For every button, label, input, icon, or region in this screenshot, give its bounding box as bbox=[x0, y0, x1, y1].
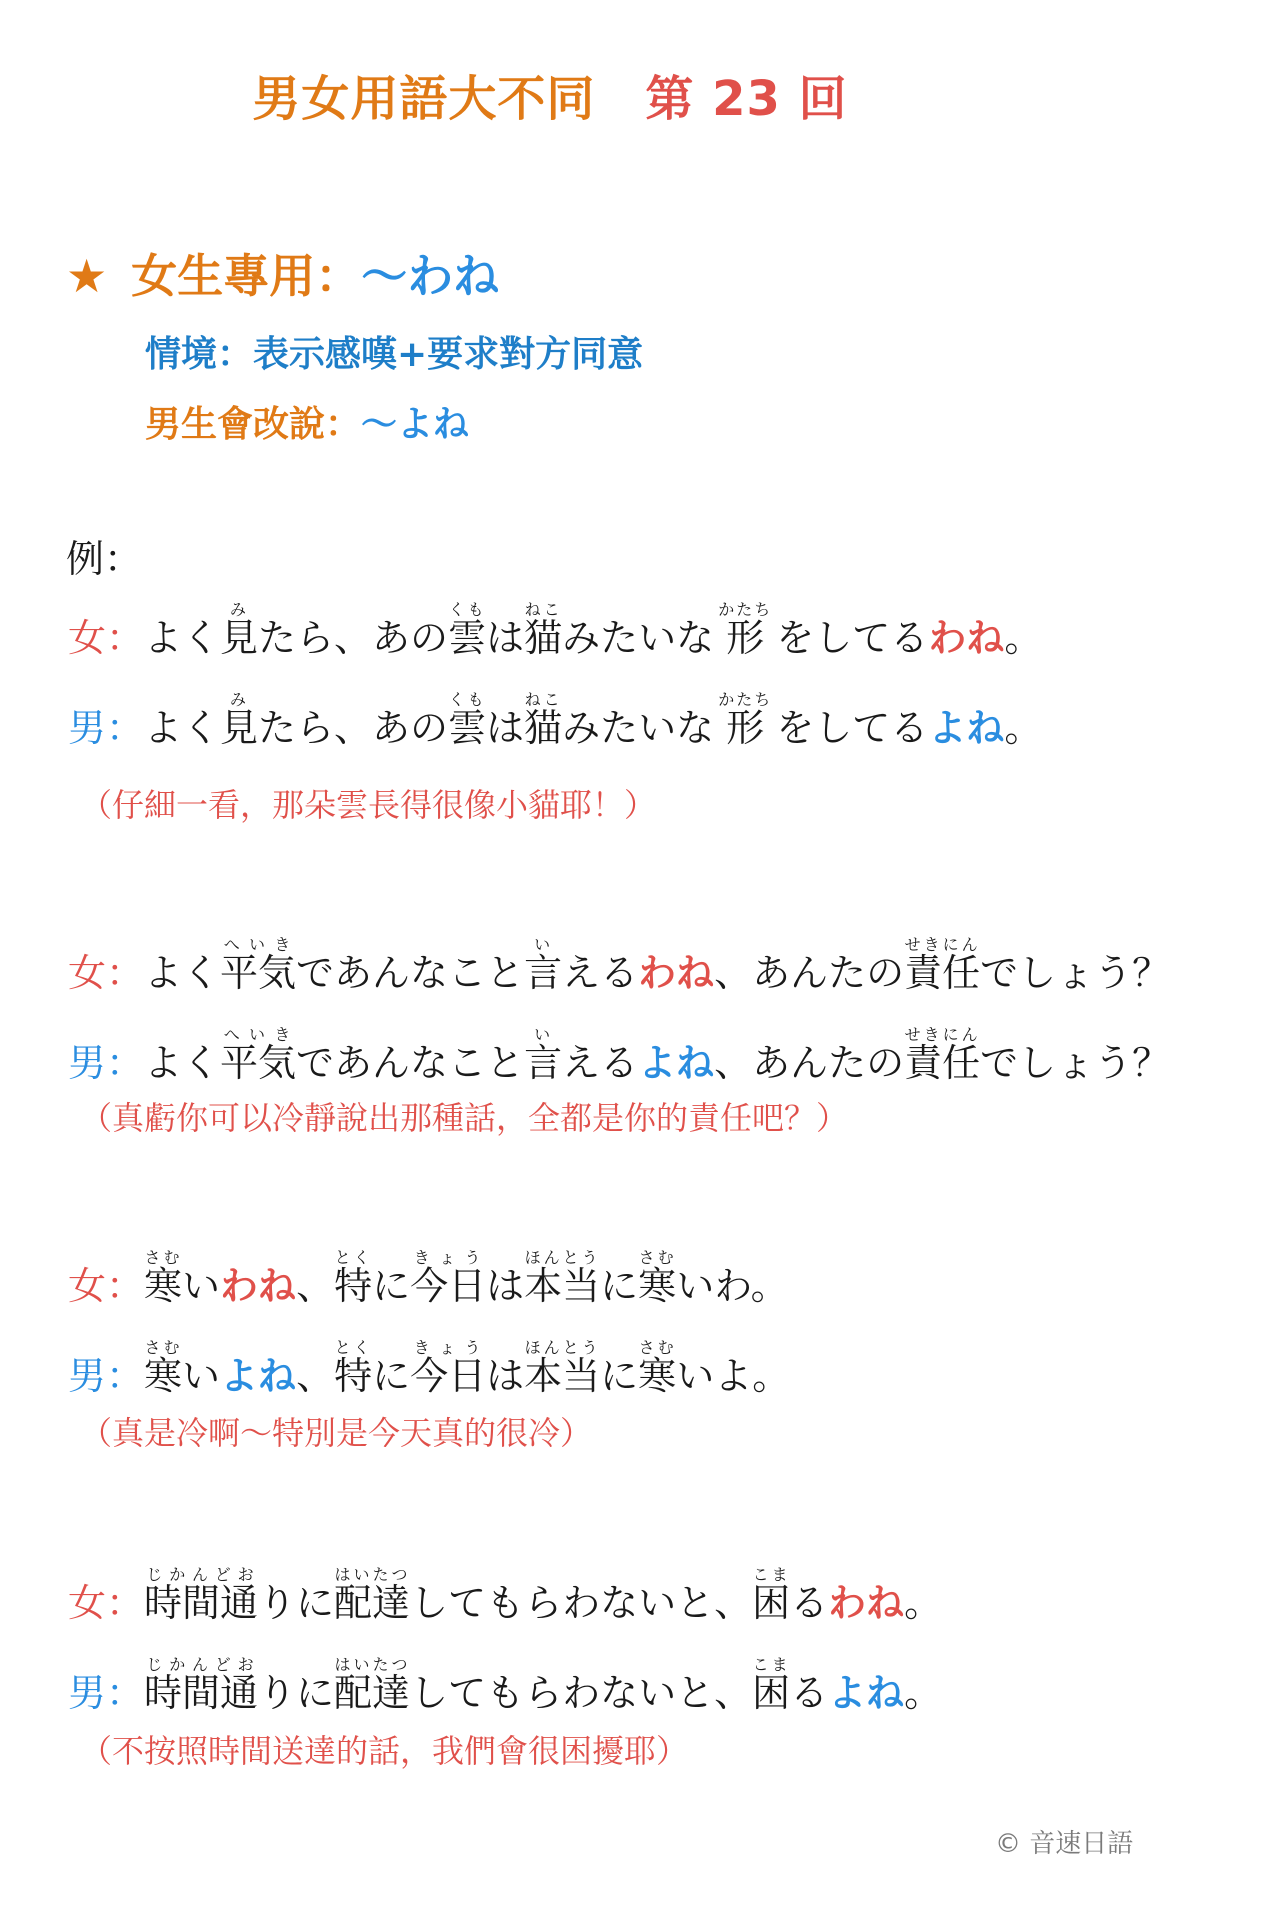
text-segment: であんなこと bbox=[296, 1041, 525, 1085]
text-segment: に bbox=[600, 1354, 639, 1398]
kanji-with-reading: 言い bbox=[524, 935, 563, 995]
title-main: 男女用語大不同 bbox=[252, 71, 596, 127]
sentence-ending-male: よね bbox=[928, 706, 1005, 750]
speaker-female: 女： bbox=[68, 1581, 145, 1625]
male-variant-label: 男生會改說： bbox=[145, 404, 362, 445]
example-3-female-line bbox=[68, 1248, 789, 1308]
text-segment: をしてる bbox=[764, 616, 929, 660]
speaker-female: 女： bbox=[68, 951, 145, 995]
kanji-with-reading: 寒さむ bbox=[638, 1248, 677, 1308]
kanji-with-reading: 見み bbox=[220, 600, 259, 660]
text-segment: る bbox=[790, 1581, 829, 1625]
rule-context: 情境：表示感嘆+要求對方同意 bbox=[145, 334, 644, 375]
speaker-female: 女： bbox=[68, 616, 145, 660]
text-segment: 。 bbox=[904, 1581, 943, 1625]
text-segment: い bbox=[182, 1264, 221, 1308]
kanji-with-reading: 特とく bbox=[334, 1338, 373, 1398]
kanji-with-reading: 形かたち bbox=[718, 690, 773, 750]
text-segment: える bbox=[562, 951, 639, 995]
sentence-ending-male: よね bbox=[638, 1041, 715, 1085]
example-4-translation: （不按照時間送達的話，我們會很困擾耶） bbox=[80, 1732, 689, 1770]
text-segment: でしょう？ bbox=[980, 1041, 1171, 1085]
copyright-notice: © 音速日語 bbox=[995, 1829, 1134, 1859]
text-segment: みたいな bbox=[562, 616, 727, 660]
kanji-with-reading: 雲くも bbox=[448, 690, 487, 750]
example-1-male-line bbox=[68, 690, 1043, 750]
rule-male-variant bbox=[145, 396, 469, 447]
text-segment: であんなこと bbox=[296, 951, 525, 995]
kanji-with-reading: 困こま bbox=[752, 1655, 791, 1715]
text-segment: は bbox=[486, 1354, 525, 1398]
text-segment: は bbox=[486, 616, 525, 660]
text-segment: いわ。 bbox=[676, 1264, 789, 1308]
kanji-with-reading: 寒さむ bbox=[144, 1248, 183, 1308]
text-segment: よく bbox=[144, 951, 221, 995]
kanji-with-reading: 雲くも bbox=[448, 600, 487, 660]
speaker-female: 女： bbox=[68, 1264, 145, 1308]
kanji-with-reading: 今日きょう bbox=[410, 1338, 487, 1398]
text-segment: は bbox=[486, 706, 525, 750]
text-segment: たら、あの bbox=[258, 706, 449, 750]
sentence-ending-male: よね bbox=[828, 1671, 905, 1715]
sentence-ending-male: よね bbox=[220, 1354, 297, 1398]
text-segment: でしょう？ bbox=[980, 951, 1171, 995]
text-segment: よく bbox=[144, 706, 221, 750]
star-icon: ★ bbox=[66, 249, 108, 303]
kanji-with-reading: 困こま bbox=[752, 1565, 791, 1625]
text-segment: る bbox=[790, 1671, 829, 1715]
kanji-with-reading: 責任せきにん bbox=[904, 1025, 981, 1085]
text-segment: える bbox=[562, 1041, 639, 1085]
sentence-ending-female: わね bbox=[638, 951, 715, 995]
kanji-with-reading: 特とく bbox=[334, 1248, 373, 1308]
speaker-male: 男： bbox=[68, 1354, 145, 1398]
kanji-with-reading: 今日きょう bbox=[410, 1248, 487, 1308]
text-segment: に bbox=[600, 1264, 639, 1308]
title-episode-number: 第 23 回 bbox=[645, 71, 848, 127]
example-1-translation: （仔細一看，那朵雲長得很像小貓耶！） bbox=[80, 786, 657, 824]
example-2-female-line bbox=[68, 935, 1171, 995]
kanji-with-reading: 言い bbox=[524, 1025, 563, 1085]
text-segment: 。 bbox=[1004, 706, 1043, 750]
example-1-female-line bbox=[68, 600, 1043, 660]
text-segment: たら、あの bbox=[258, 616, 449, 660]
text-segment: 、 bbox=[296, 1264, 335, 1308]
text-segment: は bbox=[486, 1264, 525, 1308]
text-segment: りに bbox=[258, 1581, 335, 1625]
example-3-male-line bbox=[68, 1338, 791, 1398]
text-segment: してもらわないと、 bbox=[410, 1581, 753, 1625]
kanji-with-reading: 猫ねこ bbox=[524, 690, 563, 750]
kanji-with-reading: 責任せきにん bbox=[904, 935, 981, 995]
sentence-ending-female: わね bbox=[220, 1264, 297, 1308]
example-4-female-line bbox=[68, 1565, 943, 1625]
text-segment: 、 bbox=[296, 1354, 335, 1398]
text-segment: よく bbox=[144, 616, 221, 660]
kanji-with-reading: 平気へいき bbox=[220, 935, 297, 995]
sentence-ending-female: わね bbox=[828, 1581, 905, 1625]
text-segment: をしてる bbox=[764, 706, 929, 750]
kanji-with-reading: 本当ほんとう bbox=[524, 1248, 601, 1308]
text-segment: 、あんたの bbox=[714, 951, 905, 995]
text-segment: 。 bbox=[1004, 616, 1043, 660]
rule-ending: ～わね bbox=[361, 249, 500, 303]
text-segment: に bbox=[372, 1354, 411, 1398]
kanji-with-reading: 形かたち bbox=[718, 600, 773, 660]
kanji-with-reading: 配達はいたつ bbox=[334, 1655, 411, 1715]
example-2-translation: （真虧你可以冷靜說出那種話，全都是你的責任吧？） bbox=[80, 1099, 849, 1137]
text-segment: 。 bbox=[904, 1671, 943, 1715]
example-label: 例： bbox=[66, 537, 143, 581]
kanji-with-reading: 寒さむ bbox=[144, 1338, 183, 1398]
text-segment: 、あんたの bbox=[714, 1041, 905, 1085]
text-segment: みたいな bbox=[562, 706, 727, 750]
text-segment: いよ。 bbox=[676, 1354, 791, 1398]
kanji-with-reading: 本当ほんとう bbox=[524, 1338, 601, 1398]
kanji-with-reading: 寒さむ bbox=[638, 1338, 677, 1398]
speaker-male: 男： bbox=[68, 1041, 145, 1085]
kanji-with-reading: 配達はいたつ bbox=[334, 1565, 411, 1625]
sentence-ending-female: わね bbox=[928, 616, 1005, 660]
speaker-male: 男： bbox=[68, 1671, 145, 1715]
kanji-with-reading: 時間通じかんどお bbox=[144, 1655, 259, 1715]
kanji-with-reading: 時間通じかんどお bbox=[144, 1565, 259, 1625]
example-3-translation: （真是冷啊～特別是今天真的很冷） bbox=[80, 1414, 593, 1452]
text-segment: い bbox=[182, 1354, 221, 1398]
text-segment: に bbox=[372, 1264, 411, 1308]
speaker-male: 男： bbox=[68, 706, 145, 750]
example-2-male-line bbox=[68, 1025, 1171, 1085]
kanji-with-reading: 平気へいき bbox=[220, 1025, 297, 1085]
example-4-male-line bbox=[68, 1655, 943, 1715]
rule-label: 女生專用： bbox=[131, 249, 362, 303]
text-segment: りに bbox=[258, 1671, 335, 1715]
text-segment: してもらわないと、 bbox=[410, 1671, 753, 1715]
text-segment: よく bbox=[144, 1041, 221, 1085]
rule-heading bbox=[66, 240, 499, 306]
page-title bbox=[0, 60, 1100, 129]
kanji-with-reading: 見み bbox=[220, 690, 259, 750]
male-variant-ending: ～よね bbox=[361, 404, 470, 445]
kanji-with-reading: 猫ねこ bbox=[524, 600, 563, 660]
